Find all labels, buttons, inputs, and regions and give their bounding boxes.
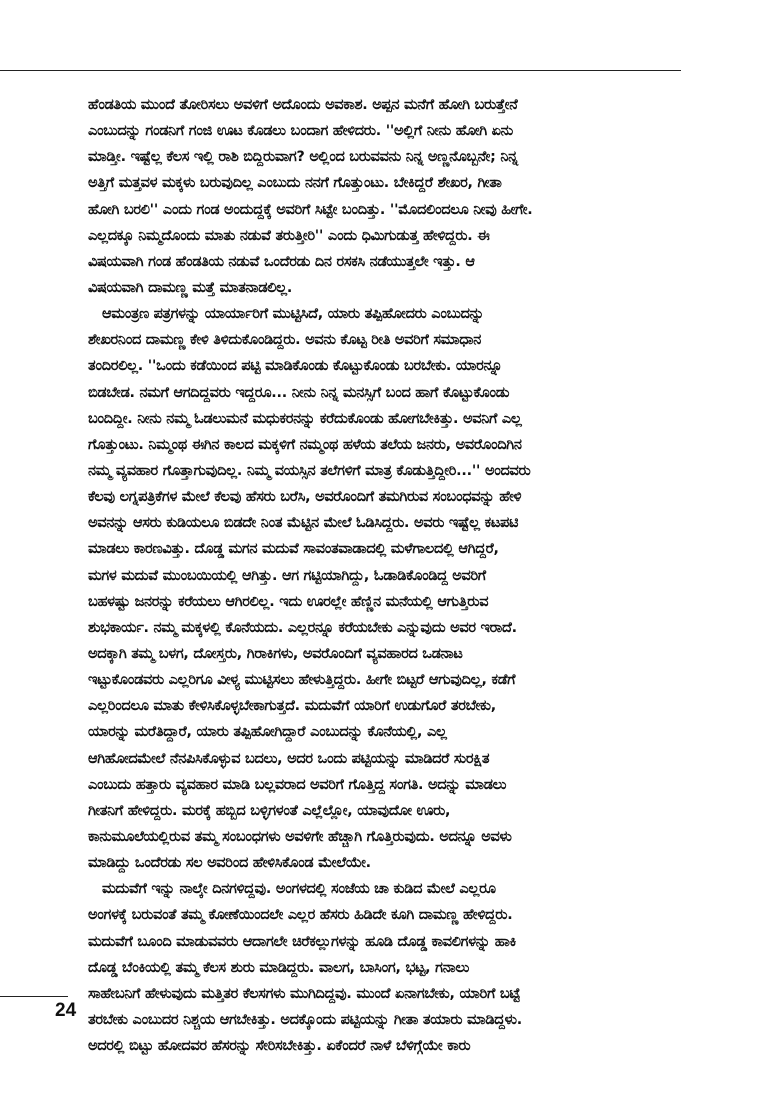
text-line: ಎಂಬುದನ್ನು ಗಂಡನಿಗೆ ಗಂಜಿ ಊಟ ಕೊಡಲು ಬಂದಾಗ ಹೇಳಿದರು. ''ಅಲ್ಲಿಗೆ ನೀನು ಹೋಗಿ ಏನು xyxy=(88,123,513,140)
text-line: ಮಾಡಿದ್ದು ಒಂದೆರಡು ಸಲ ಅವರಿಂದ ಹೇಳಿಸಿಕೊಂಡ ಮೇಲೆಯೇ. xyxy=(88,855,371,872)
text-line: ಎಲ್ಲದಕ್ಕೂ ನಿಮ್ಮದೊಂದು ಮಾತು ನಡುವೆ ತರುತ್ತೀರಿ'' ಎಂದು ಧಿಮಿಗುಡುತ್ತ ಹೇಳಿದ್ದರು. ಈ xyxy=(88,227,490,244)
text-line: ಆಗಿಹೋದಮೇಲೆ ನೆನಪಿಸಿಕೊಳ್ಳುವ ಬದಲು, ಅದರ ಒಂದು ಪಟ್ಟಿಯನ್ನು ಮಾಡಿದರೆ ಸುರಕ್ಷಿತ xyxy=(88,750,490,767)
text-line: ಮಾಡ್ತೀ. ಇಷ್ಟೆಲ್ಲ ಕೆಲಸ ಇಲ್ಲಿ ರಾಶಿ ಬಿದ್ದಿರುವಾಗ? ಅಲ್ಲಿಂದ ಬರುವವನು ನಿನ್ನ ಅಣ್ಣನೊಬ್ಬನೇ; ನಿನ್ನ xyxy=(88,149,518,166)
paragraph-start: ಆಮಂತ್ರಣ ಪತ್ರಗಳನ್ನು ಯಾರ್ಯಾರಿಗೆ ಮುಟ್ಟಿಸಿದೆ, ಯಾರು ತಪ್ಪಿಹೋದರು ಎಂಬುದನ್ನು xyxy=(102,306,484,323)
text-line: ಅದರಲ್ಲಿ ಬಿಟ್ಟು ಹೋದವರ ಹೆಸರನ್ನು ಸೇರಿಸಬೇಕಿತ್ತು. ಏಕೆಂದರೆ ನಾಳೆ ಬೆಳಿಗ್ಗೆಯೇ ಕಾರು xyxy=(88,1038,471,1055)
text-line: ಕೆಲವು ಲಗ್ನಪತ್ರಿಕೆಗಳ ಮೇಲೆ ಕೆಲವು ಹೆಸರು ಬರೆಸಿ, ಅವರೊಂದಿಗೆ ತಮಗಿರುವ ಸಂಬಂಧವನ್ನು ಹೇಳಿ xyxy=(88,489,522,506)
text-line: ಅದಕ್ಕಾಗಿ ತಮ್ಮ ಬಳಗ, ದೋಸ್ತರು, ಗಿರಾಕಿಗಳು, ಅವರೊಂದಿಗೆ ವ್ಯವಹಾರದ ಒಡನಾಟ xyxy=(88,645,463,662)
text-line: ವಿಷಯವಾಗಿ ಗಂಡ ಹೆಂಡತಿಯ ನಡುವೆ ಒಂದೆರಡು ದಿನ ರಸಕಸಿ ನಡೆಯುತ್ತಲೇ ಇತ್ತು. ಆ xyxy=(88,253,475,270)
top-rule xyxy=(0,70,681,71)
text-line: ಮಗಳ ಮದುವೆ ಮುಂಬಯಿಯಲ್ಲಿ ಆಗಿತ್ತು. ಆಗ ಗಟ್ಟಿಯಾಗಿದ್ದು, ಓಡಾಡಿಕೊಂಡಿದ್ದ ಅವರಿಗೆ xyxy=(88,567,486,584)
text-line: ಎಲ್ಲರಿಂದಲೂ ಮಾತು ಕೇಳಿಸಿಕೊಳ್ಳಬೇಕಾಗುತ್ತದೆ. ಮದುವೆಗೆ ಯಾರಿಗೆ ಉಡುಗೊರೆ ತರಬೇಕು, xyxy=(88,698,496,715)
text-line: ತರಬೇಕು ಎಂಬುದರ ನಿಶ್ಚಯ ಆಗಬೇಕಿತ್ತು. ಅದಕ್ಕೊಂದು ಪಟ್ಟಿಯನ್ನು ಗೀತಾ ತಯಾರು ಮಾಡಿದ್ದಳು. xyxy=(88,1011,522,1028)
text-line: ಶೇಖರನಿಂದ ದಾಮಣ್ಣ ಕೇಳಿ ತಿಳಿದುಕೊಂಡಿದ್ದರು. ಅವನು ಕೊಟ್ಟ ರೀತಿ ಅವರಿಗೆ ಸಮಾಧಾನ xyxy=(88,332,482,349)
text-line: ಇಟ್ಟುಕೊಂಡವರು ಎಲ್ಲರಿಗೂ ವೀಳ್ಯ ಮುಟ್ಟಿಸಲು ಹೇಳುತ್ತಿದ್ದರು. ಹೀಗೇ ಬಿಟ್ಟರೆ ಆಗುವುದಿಲ್ಲ, ಕಡೆಗೆ xyxy=(88,672,516,689)
text-line: ಗೀತನಿಗೆ ಹೇಳಿದ್ದರು. ಮರಕ್ಕೆ ಹಬ್ಬಿದ ಬಳ್ಳಿಗಳಂತೆ ಎಲ್ಲೆಲ್ಲೋ, ಯಾವುದೋ ಊರು, xyxy=(88,802,451,819)
text-line: ಮದುವೆಗೆ ಬೂಂದಿ ಮಾಡುವವರು ಆದಾಗಲೇ ಚಿರೆಕಲ್ಲುಗಳನ್ನು ಹೂಡಿ ದೊಡ್ಡ ಕಾವಲಿಗಳನ್ನು ಹಾಕಿ xyxy=(88,933,517,950)
text-line: ಬಹಳಷ್ಟು ಜನರನ್ನು ಕರೆಯಲು ಆಗಿರಲಿಲ್ಲ. ಇದು ಊರಲ್ಲೇ ಹೆಣ್ಣಿನ ಮನೆಯಲ್ಲಿ ಆಗುತ್ತಿರುವ xyxy=(88,593,489,610)
text-line: ದೊಡ್ಡ ಬೆಂಕಿಯಲ್ಲಿ ತಮ್ಮ ಕೆಲಸ ಶುರು ಮಾಡಿದ್ದರು. ವಾಲಗ, ಬಾಸಿಂಗ, ಭಟ್ಟ, ಗನಾಲು xyxy=(88,959,470,976)
paragraph-start: ಮದುವೆಗೆ ಇನ್ನು ನಾಲ್ಕೇ ದಿನಗಳಿದ್ದವು. ಅಂಗಳದಲ್ಲಿ ಸಂಜೆಯ ಚಾ ಕುಡಿದ ಮೇಲೆ ಎಲ್ಲರೂ xyxy=(102,881,496,898)
text-line: ಅತ್ತಿಗೆ ಮತ್ತವಳ ಮಕ್ಕಳು ಬರುವುದಿಲ್ಲ ಎಂಬುದು ನನಗೆ ಗೊತ್ತುಂಟು. ಬೇಕಿದ್ದರೆ ಶೇಖರ, ಗೀತಾ xyxy=(88,175,502,192)
text-line: ಕಾನುಮೂಲೆಯಲ್ಲಿರುವ ತಮ್ಮ ಸಂಬಂಧಗಳು ಅವಳಿಗೇ ಹೆಚ್ಚಾಗಿ ಗೊತ್ತಿರುವುದು. ಅದನ್ನೂ ಅವಳು xyxy=(88,828,512,845)
text-line: ಗೊತ್ತುಂಟು. ನಿಮ್ಮಂಥ ಈಗಿನ ಕಾಲದ ಮಕ್ಕಳಿಗೆ ನಮ್ಮಂಥ ಹಳೆಯ ತಲೆಯ ಜನರು, ಅವರೊಂದಿಗಿನ xyxy=(88,436,522,453)
text-line: ತಂದಿರಲಿಲ್ಲ. ''ಒಂದು ಕಡೆಯಿಂದ ಪಟ್ಟಿ ಮಾಡಿಕೊಂಡು ಕೊಟ್ಟುಕೊಂಡು ಬರಬೇಕು. ಯಾರನ್ನೂ xyxy=(88,358,503,375)
text-line: ಅವನನ್ನು ಆಸರು ಕುಡಿಯಲೂ ಬಿಡದೇ ನಿಂತ ಮೆಟ್ಟಿನ ಮೇಲೆ ಓಡಿಸಿದ್ದರು. ಅವರು ಇಷ್ಟೆಲ್ಲ ಕಟಪಟಿ xyxy=(88,515,519,532)
text-line: ಶುಭಕಾರ್ಯ. ನಮ್ಮ ಮಕ್ಕಳಲ್ಲಿ ಕೊನೆಯದು. ಎಲ್ಲರನ್ನೂ ಕರೆಯಬೇಕು ಎನ್ನುವುದು ಅವರ ಇರಾದೆ. xyxy=(88,619,517,636)
text-line: ಬಂದಿದ್ದೀ. ನೀನು ನಮ್ಮ ಓಡಲುಮನೆ ಮಧುಕರನನ್ನು ಕರೆದುಕೊಂಡು ಹೋಗಬೇಕಿತ್ತು. ಅವನಿಗೆ ಎಲ್ಲ xyxy=(88,410,522,427)
page-number: 24 xyxy=(55,1000,77,1021)
text-line: ಎಂಬುದು ಹತ್ತಾರು ವ್ಯವಹಾರ ಮಾಡಿ ಬಲ್ಲವರಾದ ಅವರಿಗೆ ಗೊತ್ತಿದ್ದ ಸಂಗತಿ. ಅದನ್ನು ಮಾಡಲು xyxy=(88,776,507,793)
text-line: ಹೋಗಿ ಬರಲಿ'' ಎಂದು ಗಂಡ ಅಂದುದ್ದಕ್ಕೆ ಅವರಿಗೆ ಸಿಟ್ಟೇ ಬಂದಿತ್ತು. ''ಮೊದಲಿಂದಲೂ ನೀವು ಹೀಗೇ. xyxy=(88,201,533,218)
footer-rule xyxy=(0,996,68,997)
text-line: ಅಂಗಳಕ್ಕೆ ಬರುವಂತೆ ತಮ್ಮ ಕೋಣೆಯಿಂದಲೇ ಎಲ್ಲರ ಹೆಸರು ಹಿಡಿದೇ ಕೂಗಿ ದಾಮಣ್ಣ ಹೇಳಿದ್ದರು. xyxy=(88,907,513,924)
text-line: ಬಿಡಬೇಡ. ನಮಗೆ ಆಗದಿದ್ದವರು ಇದ್ದರೂ... ನೀನು ನಿನ್ನ ಮನಸ್ಸಿಗೆ ಬಂದ ಹಾಗೆ ಕೊಟ್ಟುಕೊಂಡು xyxy=(88,384,510,401)
text-line: ಮಾಡಲು ಕಾರಣವಿತ್ತು. ದೊಡ್ಡ ಮಗನ ಮದುವೆ ಸಾವಂತವಾಡಾದಲ್ಲಿ ಮಳೆಗಾಲದಲ್ಲಿ ಆಗಿದ್ದರೆ, xyxy=(88,541,499,558)
text-line: ನಮ್ಮ ವ್ಯವಹಾರ ಗೊತ್ತಾಗುವುದಿಲ್ಲ. ನಿಮ್ಮ ವಯಸ್ಸಿನ ತಲೆಗಳಿಗೆ ಮಾತ್ರ ಕೊಡುತ್ತಿದ್ದೀರಿ...'' ಅಂದವರು xyxy=(88,462,531,479)
text-line: ವಿಷಯವಾಗಿ ದಾಮಣ್ಣ ಮತ್ತೆ ಮಾತನಾಡಲಿಲ್ಲ. xyxy=(88,279,293,296)
body-text xyxy=(88,92,684,1059)
text-line: ಸಾಹೇಬನಿಗೆ ಹೇಳುವುದು ಮತ್ತಿತರ ಕೆಲಸಗಳು ಮುಗಿದಿದ್ದವು. ಮುಂದೆ ಏನಾಗಬೇಕು, ಯಾರಿಗೆ ಬಟ್ಟೆ xyxy=(88,985,521,1002)
text-line: ಯಾರನ್ನು ಮರೆತಿದ್ದಾರೆ, ಯಾರು ತಪ್ಪಿಹೋಗಿದ್ದಾರೆ ಎಂಬುದನ್ನು ಕೊನೆಯಲ್ಲಿ, ಎಲ್ಲ xyxy=(88,724,447,741)
text-line: ಹೆಂಡತಿಯ ಮುಂದೆ ತೋರಿಸಲು ಅವಳಿಗೆ ಅದೊಂದು ಅವಕಾಶ. ಅಪ್ಪನ ಮನೆಗೆ ಹೋಗಿ ಬರುತ್ತೇನೆ xyxy=(88,97,518,113)
